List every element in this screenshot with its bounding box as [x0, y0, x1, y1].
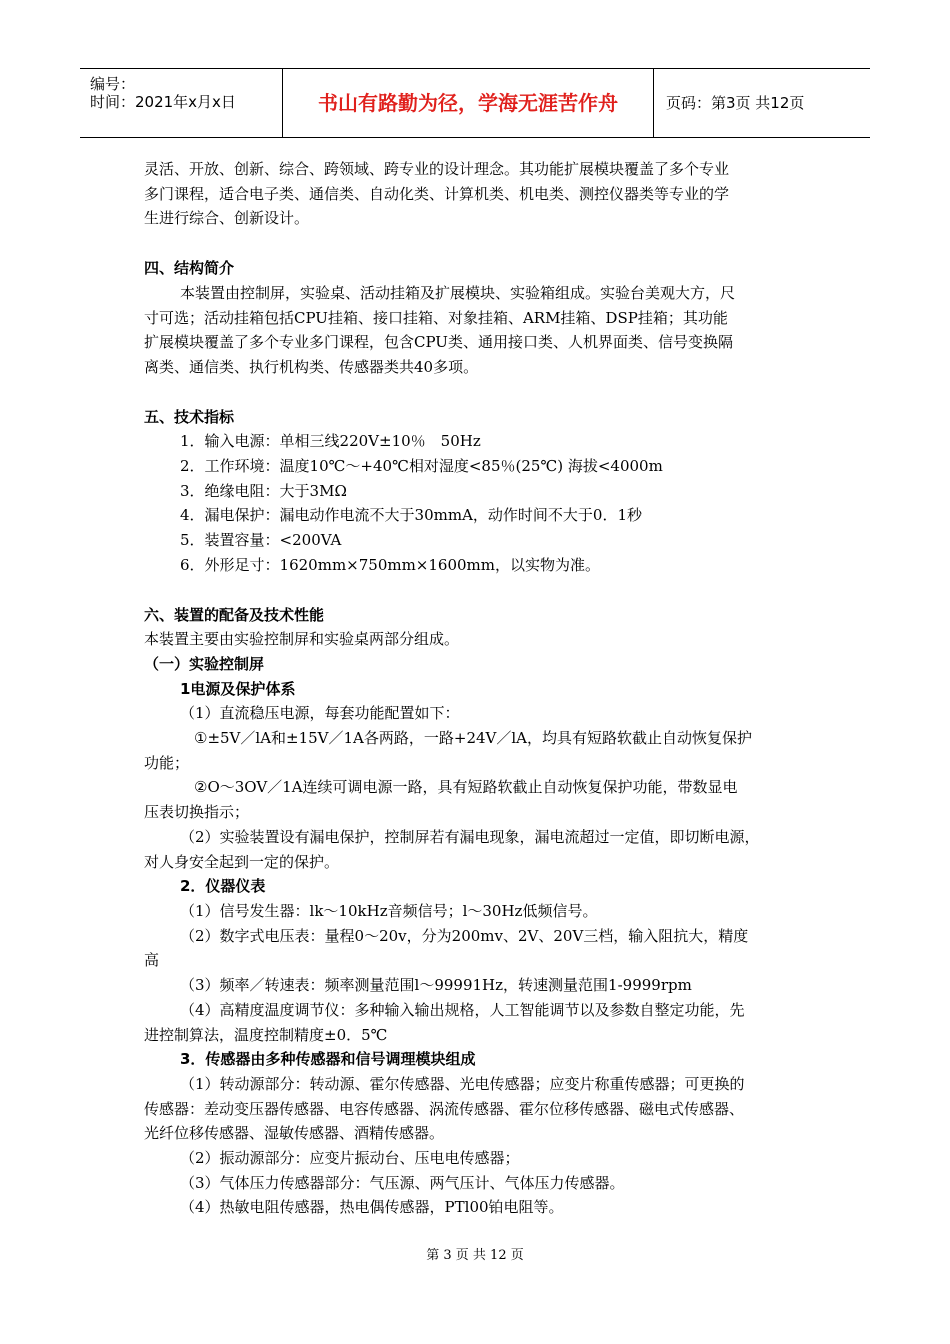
- section-title: 六、装置的配备及技术性能: [144, 605, 325, 624]
- subsubsection-title: 2．仪器仪表: [180, 877, 266, 896]
- paragraph-line: （1）直流稳压电源，每套功能配置如下：: [180, 704, 460, 723]
- paragraph-line: ①±5V／lA和±15V／1A各两路，一路+24V／lA，均具有短路软截止自动恢复保护: [194, 729, 753, 748]
- subsubsection-title: 1电源及保护体系: [180, 679, 296, 698]
- paragraph-line: （4）热敏电阻传感器，热电偶传感器，PTl00铂电阻等。: [180, 1198, 564, 1217]
- paragraph-line: 离类、通信类、执行机构类、传感器类共40多项。: [144, 357, 479, 376]
- paragraph-line: ②O～3OV／1A连续可调电源一路，具有短路软截止自动恢复保护功能，带数显电: [194, 778, 738, 797]
- paragraph-line: 进控制算法，温度控制精度±0．5℃: [144, 1025, 388, 1044]
- paragraph-line: （2）实验装置设有漏电保护，控制屏若有漏电现象，漏电流超过一定值，即切断电源，: [180, 827, 760, 846]
- paragraph-line: （2）数字式电压表：量程0～20v，分为200mv、2V、20V三档，输入阻抗大，精度: [180, 926, 749, 945]
- document-body: [144, 157, 820, 1220]
- intro-line: 多门课程，适合电子类、通信类、自动化类、计算机类、机电类、测控仪器类等专业的学: [144, 184, 730, 203]
- spec-item: 3．绝缘电阻：大于3MΩ: [180, 481, 347, 500]
- paragraph-line: （3）频率／转速表：频率测量范围l～99991Hz，转速测量范围1-9999rpm: [180, 976, 692, 995]
- paragraph-line: 高: [144, 951, 160, 970]
- intro-line: 生进行综合、创新设计。: [144, 209, 310, 228]
- spec-item: 4．漏电保护：漏电动作电流不大于30mmA，动作时间不大于0．1秒: [180, 506, 642, 525]
- spec-item: 2．工作环境：温度10℃～+40℃相对湿度<85％(25℃) 海拔<4000m: [180, 457, 663, 476]
- intro-line: 灵活、开放、创新、综合、跨领域、跨专业的设计理念。其功能扩展模块覆盖了多个专业: [144, 160, 730, 178]
- paragraph-line: 传感器：差动变压器传感器、电容传感器、涡流传感器、霍尔位移传感器、磁电式传感器、: [144, 1099, 745, 1118]
- header-table: [80, 68, 870, 138]
- paragraph-line: （1）转动源部分：转动源、霍尔传感器、光电传感器；应变片称重传感器；可更换的: [180, 1074, 745, 1093]
- paragraph-line: （4）高精度温度调节仪：多种输入输出规格，人工智能调节以及参数自整定功能，先: [180, 1000, 745, 1019]
- header-meta-cell: [80, 69, 283, 137]
- doc-number-label: 编号：: [90, 75, 136, 93]
- paragraph-line: 对人身安全起到一定的保护。: [144, 852, 340, 871]
- subsubsection-title: 3．传感器由多种传感器和信号调理模块组成: [180, 1050, 476, 1069]
- paragraph-line: （1）信号发生器：lk～10kHz音频信号；l～30Hz低频信号。: [180, 901, 598, 920]
- subsection-title: （一）实验控制屏: [144, 654, 265, 673]
- paragraph-line: 光纤位移传感器、湿敏传感器、酒精传感器。: [144, 1124, 445, 1143]
- section-title: 五、技术指标: [144, 407, 235, 426]
- paragraph-line: 功能；: [144, 753, 190, 772]
- header-motto: 书山有路勤为径，学海无涯苦作舟: [283, 69, 654, 137]
- paragraph-line: 本装置主要由实验控制屏和实验桌两部分组成。: [144, 630, 460, 649]
- header-page-info: 页码：第3页 共12页: [666, 94, 805, 112]
- paragraph-line: （2）振动源部分：应变片振动台、压电电传感器；: [180, 1149, 520, 1168]
- paragraph-line: 压表切换指示；: [144, 803, 250, 822]
- paragraph-line: 本装置由控制屏，实验桌、活动挂箱及扩展模块、实验箱组成。实验台美观大方，尺: [180, 283, 736, 302]
- paragraph-line: 扩展模块覆盖了多个专业多门课程，包含CPU类、通用接口类、人机界面类、信号变换隔: [144, 333, 733, 352]
- page-footer: 第 3 页 共 12 页: [426, 1248, 524, 1263]
- paragraph-line: 寸可选；活动挂箱包括CPU挂箱、接口挂箱、对象挂箱、ARM挂箱、DSP挂箱；其功能: [144, 308, 728, 327]
- spec-item: 5．装置容量：<200VA: [180, 531, 342, 550]
- spec-item: 1．输入电源：单相三线220V±10％ 50Hz: [180, 432, 481, 451]
- section-title: 四、结构简介: [144, 259, 235, 278]
- spec-item: 6．外形足寸：1620mm×750mm×1600mm，以实物为准。: [180, 555, 601, 574]
- paragraph-line: （3）气体压力传感器部分：气压源、两气压计、气体压力传感器。: [180, 1173, 625, 1192]
- doc-time-label: 时间：2021年x月x日: [90, 93, 236, 111]
